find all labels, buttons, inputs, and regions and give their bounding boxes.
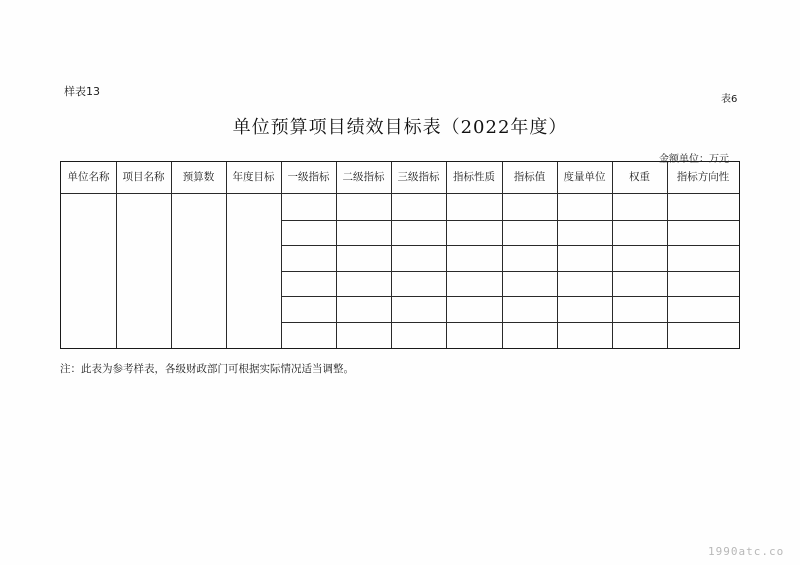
table-number: 表6 <box>721 94 738 105</box>
column-header-level1-indicator: 一级指标 <box>287 171 330 183</box>
performance-target-table <box>60 161 740 349</box>
column-header-measure-unit: 度量单位 <box>563 171 606 183</box>
column-header-weight: 权重 <box>629 171 650 183</box>
column-header-level2-indicator: 二级指标 <box>342 171 385 183</box>
column-header-budget: 预算数 <box>182 171 215 183</box>
page-title: 单位预算项目绩效目标表（2022年度） <box>232 117 568 138</box>
row-divider <box>281 271 739 272</box>
column-header-annual-target: 年度目标 <box>232 171 275 183</box>
amount-unit-note: 金额单位：万元 <box>659 154 729 165</box>
row-divider <box>281 245 739 246</box>
column-header-indicator-nature: 指标性质 <box>453 171 495 183</box>
header-divider <box>61 193 739 194</box>
row-divider <box>281 322 739 323</box>
column-header-level3-indicator: 三级指标 <box>397 171 440 183</box>
sample-number: 样表13 <box>64 85 100 98</box>
column-header-indicator-direction: 指标方向性 <box>676 171 730 183</box>
column-header-project-name: 项目名称 <box>122 171 165 183</box>
column-header-indicator-value: 指标值 <box>513 171 546 183</box>
footnote: 注：此表为参考样表，各级财政部门可根据实际情况适当调整。 <box>60 363 354 375</box>
row-divider <box>281 220 739 221</box>
site-watermark: 1990atc.co <box>708 545 785 558</box>
row-divider <box>281 296 739 297</box>
column-header-unit-name: 单位名称 <box>67 171 110 183</box>
